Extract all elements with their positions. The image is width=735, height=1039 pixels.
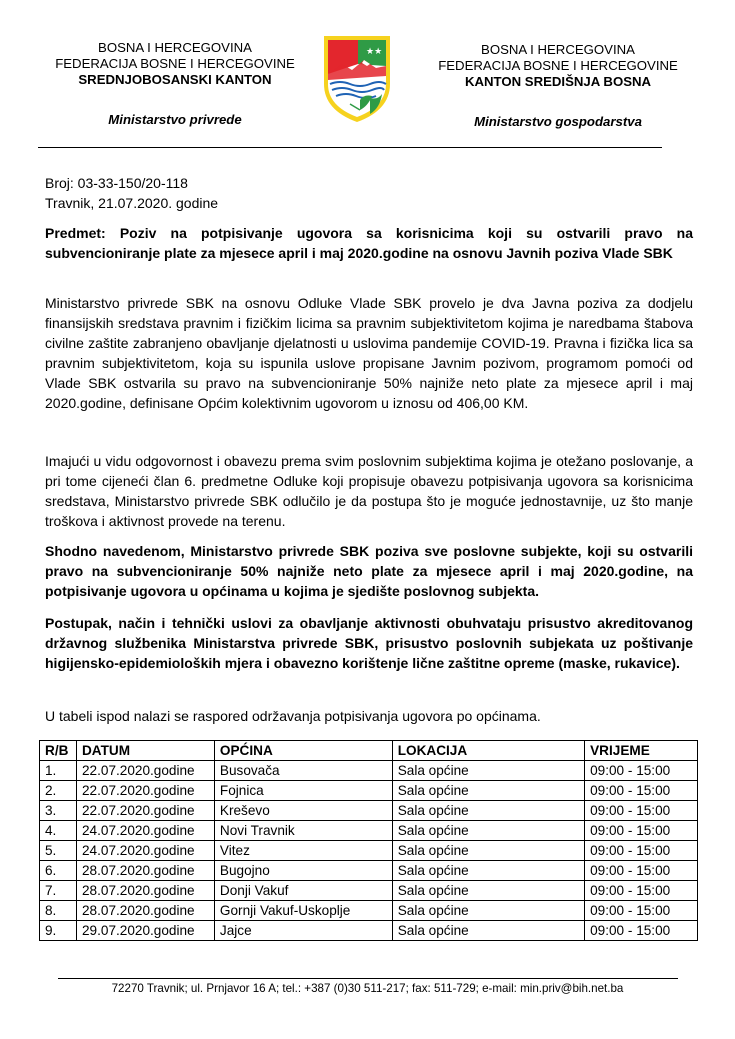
paragraph-4: Postupak, način i tehnički uslovi za obavljanje aktivnosti obuhvataju prisustvo akreditovanog državnog službenika Ministarstva privrede SBK, prisustvo poslovnih subjekata uz poštivanje higijensko-epidemioloških mjera i obavezno korištenje lične zaštitne opreme (maske, rukavice). xyxy=(45,615,693,671)
cell-rb: 1. xyxy=(40,761,77,781)
table-row xyxy=(40,801,698,821)
header-right-ministry: Ministarstvo gospodarstva xyxy=(474,114,642,129)
cell-date: 28.07.2020.godine xyxy=(76,881,214,901)
subject-block xyxy=(45,223,693,263)
paragraph-3: Shodno navedenom, Ministarstvo privrede SBK poziva sve poslovne subjekte, koji su ostvarili pravo na subvencioniranje 50% najniže neto plate za mjesece april i maj 2020.godine, na potpisivanje ugovora u općinama u kojima je sjedište poslovnog subjekta. xyxy=(45,543,693,599)
table-row xyxy=(40,761,698,781)
header-right xyxy=(420,42,696,130)
cell-time: 09:00 - 15:00 xyxy=(585,761,698,781)
cell-rb: 4. xyxy=(40,821,77,841)
cell-time: 09:00 - 15:00 xyxy=(585,901,698,921)
cell-municipality: Fojnica xyxy=(214,781,392,801)
cell-municipality: Bugojno xyxy=(214,861,392,881)
paragraph-5: U tabeli ispod nalazi se raspored održavanja potpisivanja ugovora po općinama. xyxy=(45,708,541,724)
cell-municipality: Novi Travnik xyxy=(214,821,392,841)
header-right-federation: FEDERACIJA BOSNE I HERCEGOVINE xyxy=(438,58,678,73)
cell-rb: 8. xyxy=(40,901,77,921)
cell-location: Sala općine xyxy=(392,761,584,781)
cell-location: Sala općine xyxy=(392,901,584,921)
footer-contact: 72270 Travnik; ul. Prnjavor 16 A; tel.: +387 (0)30 511-217; fax: 511-729; e-mail: min.priv@bih.net.ba xyxy=(111,982,624,995)
cell-date: 28.07.2020.godine xyxy=(76,861,214,881)
cell-municipality: Vitez xyxy=(214,841,392,861)
cell-rb: 6. xyxy=(40,861,77,881)
table-header-row xyxy=(40,741,698,761)
cell-rb: 5. xyxy=(40,841,77,861)
cell-date: 29.07.2020.godine xyxy=(76,921,214,941)
cell-rb: 2. xyxy=(40,781,77,801)
document-place-date: Travnik, 21.07.2020. godine xyxy=(45,195,219,211)
table-row xyxy=(40,901,698,921)
cell-location: Sala općine xyxy=(392,781,584,801)
header-right-country: BOSNA I HERCEGOVINA xyxy=(481,42,635,57)
header-left-ministry: Ministarstvo privrede xyxy=(108,112,242,127)
header-left xyxy=(40,40,310,128)
cell-location: Sala općine xyxy=(392,921,584,941)
document-subject: Predmet: Poziv na potpisivanje ugovora sa korisnicima koji su ostvarili pravo na subvencioniranje plate za mjesece april i maj 2020.godine na osnovu Javnih poziva Vlade SBK xyxy=(45,225,693,261)
header-divider xyxy=(38,147,662,148)
paragraph-2: Imajući u vidu odgovornost i obavezu prema svim poslovnim subjektima kojima je otežano poslovanje, a pri tome cijeneći član 6. predmetne Odluke koji propisuje obavezu potpisivanja ugovora sa korisnicima sredstava, Ministarstvo privrede SBK odlučilo je da postupa što je moguće jednostavnije, uz što manje troškova i aktivnost provede na terenu. xyxy=(45,453,693,529)
cell-location: Sala općine xyxy=(392,801,584,821)
column-header-municipality: OPĆINA xyxy=(214,741,392,761)
table-row xyxy=(40,881,698,901)
table-row xyxy=(40,821,698,841)
cell-rb: 7. xyxy=(40,881,77,901)
paragraph-3-block xyxy=(45,541,693,601)
cell-municipality: Jajce xyxy=(214,921,392,941)
table-row xyxy=(40,841,698,861)
cell-time: 09:00 - 15:00 xyxy=(585,861,698,881)
table-row xyxy=(40,781,698,801)
cell-date: 22.07.2020.godine xyxy=(76,781,214,801)
schedule-table xyxy=(39,740,698,941)
cell-location: Sala općine xyxy=(392,861,584,881)
header-right-canton: KANTON SREDIŠNJA BOSNA xyxy=(464,74,652,89)
cell-date: 24.07.2020.godine xyxy=(76,821,214,841)
cell-date: 24.07.2020.godine xyxy=(76,841,214,861)
cell-municipality: Donji Vakuf xyxy=(214,881,392,901)
cell-location: Sala općine xyxy=(392,841,584,861)
column-header-date: DATUM xyxy=(76,741,214,761)
cell-rb: 9. xyxy=(40,921,77,941)
cell-location: Sala općine xyxy=(392,881,584,901)
header-left-canton: SREDNJOBOSANSKI KANTON xyxy=(78,72,272,87)
column-header-location: LOKACIJA xyxy=(392,741,584,761)
document-number: Broj: 03-33-150/20-118 xyxy=(45,175,188,191)
cell-rb: 3. xyxy=(40,801,77,821)
canton-crest-logo xyxy=(320,24,394,124)
cell-municipality: Kreševo xyxy=(214,801,392,821)
cell-time: 09:00 - 15:00 xyxy=(585,821,698,841)
cell-municipality: Busovača xyxy=(214,761,392,781)
header-left-country: BOSNA I HERCEGOVINA xyxy=(98,40,252,55)
cell-time: 09:00 - 15:00 xyxy=(585,801,698,821)
cell-location: Sala općine xyxy=(392,821,584,841)
table-row xyxy=(40,921,698,941)
paragraph-4-block xyxy=(45,613,693,673)
cell-time: 09:00 - 15:00 xyxy=(585,881,698,901)
svg-text:★★: ★★ xyxy=(366,47,383,57)
cell-municipality: Gornji Vakuf-Uskoplje xyxy=(214,901,392,921)
table-row xyxy=(40,861,698,881)
paragraph-5-block xyxy=(45,706,693,726)
paragraph-1: Ministarstvo privrede SBK na osnovu Odluke Vlade SBK provelo je dva Javna poziva za dodjelu finansijskih sredstava pravnim i fizičkim licima sa pravnim subjektivitetom kojima je naredbama štabova civilne zaštite zabranjeno obavljanje djelatnosti u uslovima pandemije COVID-19. Pravna i fizička lica sa pravnim subjektivitetom, koja su ispunila uslove propisane Javnim pozivom, programom pomoći od Vlade SBK ostvarila su pravo na subvencioniranje 50% najniže neto plate za mjesece april i maj 2020.godine, definisane Općim kolektivnim ugovorom u iznosu od 406,00 KM. xyxy=(45,295,693,411)
cell-date: 22.07.2020.godine xyxy=(76,801,214,821)
document-meta xyxy=(45,173,693,213)
cell-time: 09:00 - 15:00 xyxy=(585,921,698,941)
footer-divider xyxy=(58,978,678,979)
paragraph-2-block xyxy=(45,451,693,531)
header-left-federation: FEDERACIJA BOSNE I HERCEGOVINE xyxy=(55,56,295,71)
cell-date: 22.07.2020.godine xyxy=(76,761,214,781)
cell-date: 28.07.2020.godine xyxy=(76,901,214,921)
column-header-rb: R/B xyxy=(40,741,77,761)
cell-time: 09:00 - 15:00 xyxy=(585,781,698,801)
column-header-time: VRIJEME xyxy=(585,741,698,761)
paragraph-1-block xyxy=(45,293,693,413)
cell-time: 09:00 - 15:00 xyxy=(585,841,698,861)
